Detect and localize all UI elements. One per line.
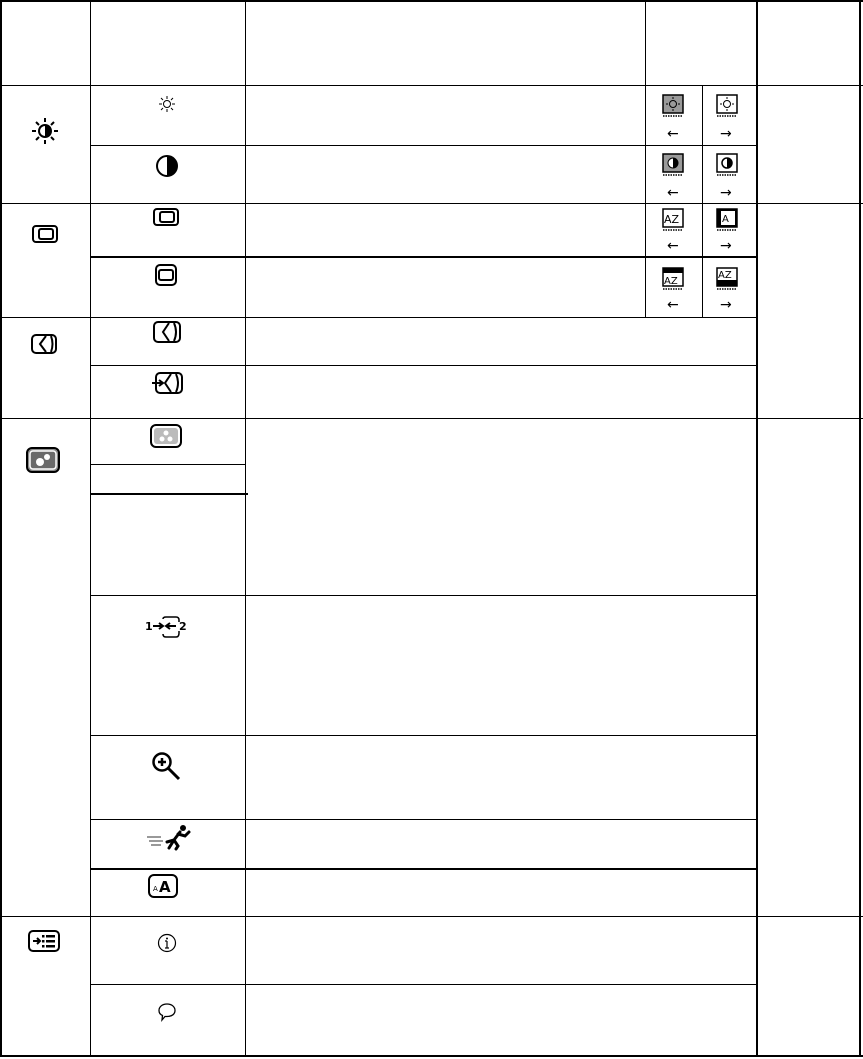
svg-text:A: A (153, 885, 158, 893)
svg-text:1: 1 (145, 620, 153, 633)
horizontal-right-monitor-icon (716, 208, 740, 238)
row-divider (90, 365, 758, 366)
left-arrow-label: ← (667, 126, 679, 142)
row-divider (90, 464, 246, 465)
contrast-increase-monitor-icon (716, 153, 740, 183)
right-arrow-label: → (720, 238, 732, 254)
table-border-left (0, 0, 2, 1057)
scaling-icon (151, 751, 181, 781)
vertical-position-icon (155, 264, 177, 286)
left-arrow-label: ← (667, 238, 679, 254)
table-border-right (859, 0, 861, 1057)
row-divider (90, 984, 758, 985)
svg-text:AZ: AZ (664, 276, 678, 287)
horizontal-left-monitor-icon (662, 208, 686, 238)
row-divider (90, 735, 758, 736)
svg-text:AZ: AZ (718, 270, 732, 281)
col-divider-1 (90, 0, 91, 1057)
manual-image-setup-icon (153, 321, 181, 343)
row-divider (0, 203, 863, 204)
right-arrow-label: → (720, 185, 732, 201)
row-divider (90, 595, 758, 596)
brightness-decrease-monitor-icon (662, 94, 686, 124)
information-icon (157, 933, 177, 953)
contrast-decrease-monitor-icon (662, 153, 686, 183)
row-divider (0, 418, 863, 419)
row-divider (90, 868, 758, 870)
brightness-contrast-icon (31, 117, 59, 145)
right-arrow-label: → (720, 126, 732, 142)
svg-text:AZ: AZ (664, 213, 680, 226)
vertical-up-monitor-icon (662, 267, 686, 297)
options-icon (28, 930, 60, 952)
color-icon (150, 424, 182, 448)
right-arrow-label: → (720, 297, 732, 313)
input-signal-icon (145, 616, 191, 638)
row-divider (0, 916, 863, 917)
vertical-down-monitor-icon (716, 267, 740, 297)
svg-text:A: A (159, 878, 171, 896)
row-divider (90, 256, 758, 258)
over-drive-icon (147, 824, 193, 850)
image-setup-icon (31, 334, 57, 354)
row-divider (90, 493, 248, 495)
col-divider-2 (245, 0, 246, 1057)
col-divider-3 (645, 0, 646, 317)
left-arrow-label: ← (667, 297, 679, 313)
col-divider-4 (756, 0, 758, 1057)
svg-text:2: 2 (179, 620, 187, 633)
row-divider (90, 819, 758, 820)
row-divider (0, 317, 758, 318)
text-mode-icon (148, 874, 178, 898)
row-divider (90, 145, 758, 146)
svg-text:A: A (722, 214, 729, 225)
header-divider (0, 85, 863, 86)
menu-language-icon (157, 1002, 177, 1022)
contrast-icon (155, 154, 179, 178)
automatic-image-setup-icon (151, 372, 183, 394)
image-properties-icon (26, 447, 60, 473)
image-position-icon (32, 225, 58, 243)
brightness-increase-monitor-icon (716, 94, 740, 124)
col-divider-3b (702, 86, 703, 317)
table-border-top (0, 0, 863, 2)
horizontal-position-icon (153, 208, 179, 226)
left-arrow-label: ← (667, 185, 679, 201)
table-border-bottom (0, 1055, 863, 1057)
brightness-icon (159, 96, 175, 112)
